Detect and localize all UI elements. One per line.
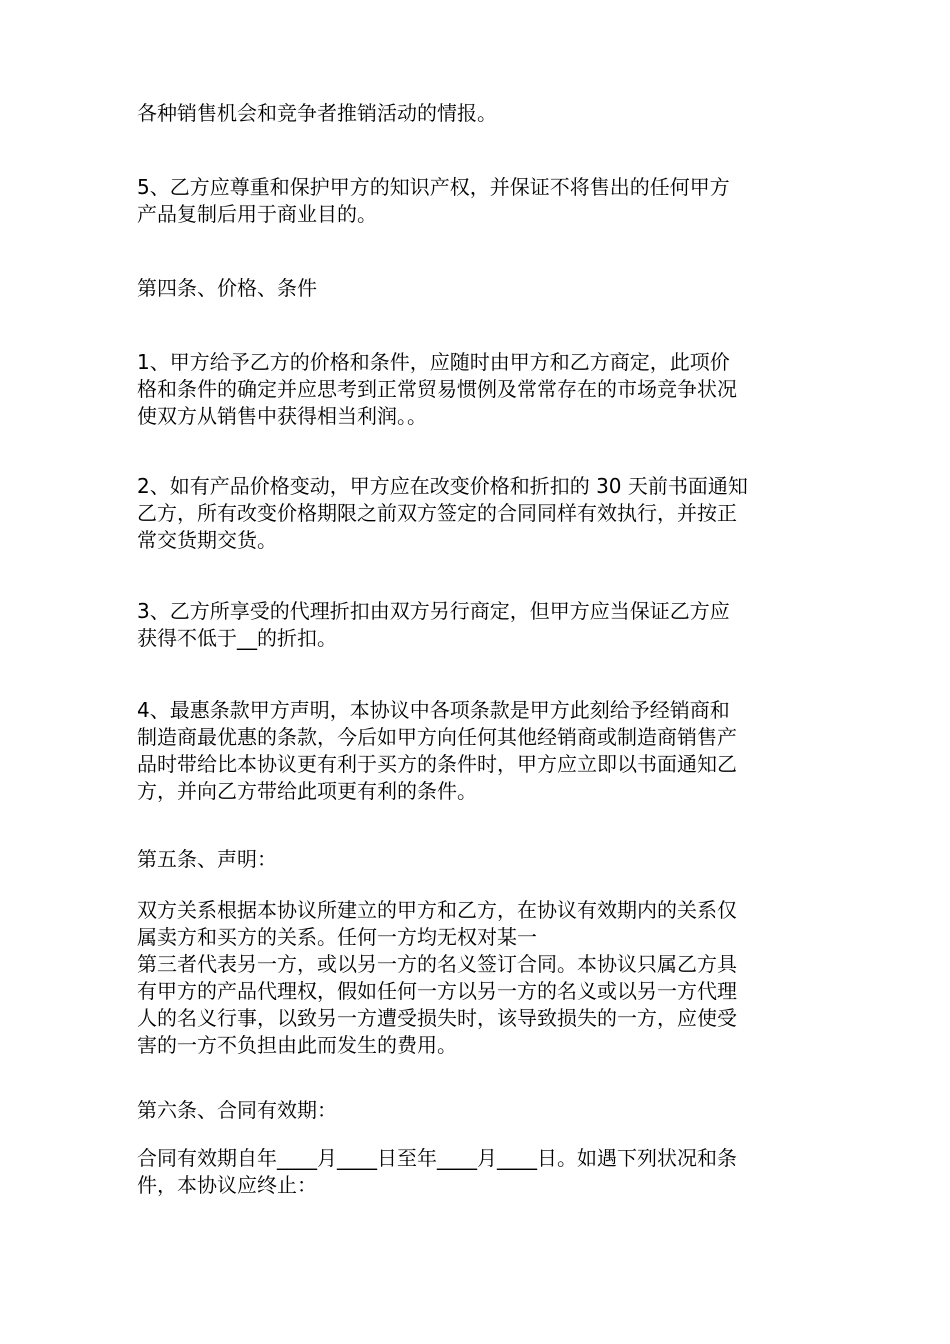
text-line: 品时带给比本协议更有利于买方的条件时，甲方应立即以书面通知乙: [137, 752, 737, 776]
paragraph-validity: [137, 1145, 817, 1199]
text-line: 2、如有产品价格变动，甲方应在改变价格和折扣的 30 天前书面通知: [137, 474, 748, 498]
paragraph-price-4: [137, 697, 817, 805]
heading-article-6: [137, 1097, 817, 1124]
text-line: 4、最惠条款甲方声明，本协议中各项条款是甲方此刻给予经销商和: [137, 698, 730, 722]
text-line: 乙方，所有改变价格期限之前双方签定的合同同样有效执行，并按正: [137, 501, 737, 525]
text-line: 有甲方的产品代理权，假如任何一方以另一方的名义或以另一方代理: [137, 979, 737, 1003]
text-line: 双方关系根据本协议所建立的甲方和乙方，在协议有效期内的关系仅: [137, 898, 737, 922]
text-line: 5、乙方应尊重和保护甲方的知识产权，并保证不将售出的任何甲方: [137, 175, 730, 199]
text-line: 害的一方不负担由此而发生的费用。: [137, 1033, 457, 1057]
text-line: 1、甲方给予乙方的价格和条件，应随时由甲方和乙方商定，此项价: [137, 350, 730, 374]
text-line: 合同有效期自年____月____日至年____月____日。如遇下列状况和条: [137, 1146, 737, 1170]
paragraph-declaration: [137, 897, 817, 1059]
text-line: 3、乙方所享受的代理折扣由双方另行商定，但甲方应当保证乙方应: [137, 599, 730, 623]
text-line: 属卖方和买方的关系。任何一方均无权对某一: [137, 925, 537, 949]
text-line: 第五条、声明：: [137, 847, 277, 871]
text-line: 使双方从销售中获得相当利润。。: [137, 404, 427, 428]
text-line: 人的名义行事，以致另一方遭受损失时，该导致损失的一方，应使受: [137, 1006, 737, 1030]
paragraph-price-3: [137, 598, 817, 652]
text-line: 制造商最优惠的条款，今后如甲方向任何其他经销商或制造商销售产: [137, 725, 737, 749]
heading-article-5: [137, 846, 817, 873]
heading-article-4: [137, 275, 817, 302]
text-line: 各种销售机会和竞争者推销活动的情报。: [137, 101, 497, 125]
text-line: 第四条、价格、条件: [137, 276, 317, 300]
text-line: 产品复制后用于商业目的。: [137, 202, 377, 226]
text-line: 方，并向乙方带给此项更有利的条件。: [137, 779, 477, 803]
text-line: 件，本协议应终止：: [137, 1173, 317, 1197]
text-line: 格和条件的确定并应思考到正常贸易惯例及常常存在的市场竞争状况: [137, 377, 737, 401]
text-line: 第三者代表另一方，或以另一方的名义签订合同。本协议只属乙方具: [137, 952, 737, 976]
paragraph-price-2: [137, 473, 817, 554]
text-line: 常交货期交货。: [137, 528, 277, 552]
paragraph-intelligence: [137, 100, 817, 127]
text-line: 第六条、合同有效期：: [137, 1098, 337, 1122]
paragraph-price-1: [137, 349, 817, 430]
paragraph-clause-5: [137, 174, 817, 228]
text-line: 获得不低于__的折扣。: [137, 626, 337, 650]
